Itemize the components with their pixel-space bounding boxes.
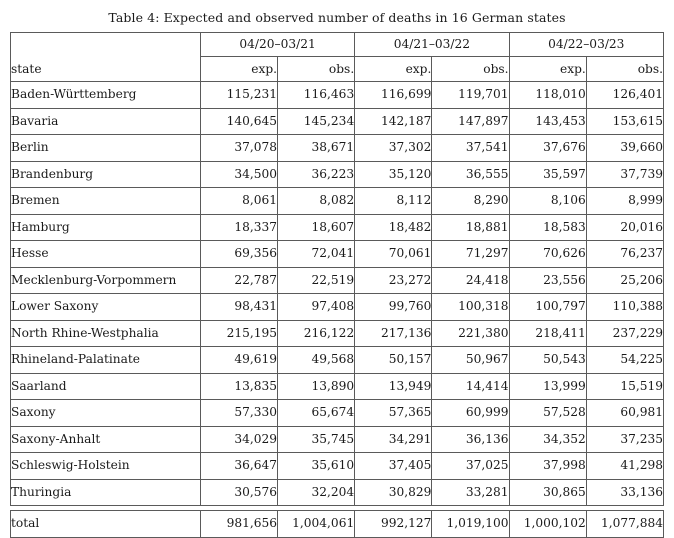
value-cell: 13,949 bbox=[355, 373, 432, 400]
value-cell: 34,029 bbox=[200, 426, 277, 453]
period-header-2: 04/21–03/22 bbox=[355, 33, 509, 57]
value-cell: 140,645 bbox=[200, 108, 277, 135]
value-cell: 37,302 bbox=[355, 135, 432, 162]
table-row bbox=[11, 82, 664, 109]
table-header-periods bbox=[11, 33, 664, 57]
state-name: Saarland bbox=[11, 373, 201, 400]
value-cell: 147,897 bbox=[432, 108, 509, 135]
state-name: Schleswig-Holstein bbox=[11, 453, 201, 480]
state-name: Lower Saxony bbox=[11, 294, 201, 321]
value-cell: 13,890 bbox=[278, 373, 355, 400]
value-cell: 215,195 bbox=[200, 320, 277, 347]
state-name: Mecklenburg-Vorpommern bbox=[11, 267, 201, 294]
value-cell: 37,541 bbox=[432, 135, 509, 162]
value-cell: 34,352 bbox=[509, 426, 586, 453]
value-cell: 8,082 bbox=[278, 188, 355, 215]
value-cell: 14,414 bbox=[432, 373, 509, 400]
table-header-columns bbox=[11, 57, 664, 82]
value-cell: 97,408 bbox=[278, 294, 355, 321]
column-header-obs-1: obs. bbox=[278, 57, 355, 82]
column-header-obs-3: obs. bbox=[586, 57, 663, 82]
column-header-state: state bbox=[11, 57, 201, 82]
value-cell: 35,610 bbox=[278, 453, 355, 480]
value-cell: 221,380 bbox=[432, 320, 509, 347]
value-cell: 143,453 bbox=[509, 108, 586, 135]
value-cell: 110,388 bbox=[586, 294, 663, 321]
corner-cell bbox=[11, 33, 201, 57]
value-cell: 41,298 bbox=[586, 453, 663, 480]
value-cell: 70,061 bbox=[355, 241, 432, 268]
value-cell: 100,318 bbox=[432, 294, 509, 321]
value-cell: 99,760 bbox=[355, 294, 432, 321]
state-name: Berlin bbox=[11, 135, 201, 162]
table-row bbox=[11, 214, 664, 241]
value-cell: 15,519 bbox=[586, 373, 663, 400]
value-cell: 23,556 bbox=[509, 267, 586, 294]
value-cell: 35,745 bbox=[278, 426, 355, 453]
value-cell: 57,330 bbox=[200, 400, 277, 427]
value-cell: 98,431 bbox=[200, 294, 277, 321]
value-cell: 126,401 bbox=[586, 82, 663, 109]
column-header-obs-2: obs. bbox=[432, 57, 509, 82]
state-name: Hesse bbox=[11, 241, 201, 268]
state-name: Saxony-Anhalt bbox=[11, 426, 201, 453]
value-cell: 13,999 bbox=[509, 373, 586, 400]
value-cell: 50,543 bbox=[509, 347, 586, 374]
value-cell: 18,881 bbox=[432, 214, 509, 241]
value-cell: 30,865 bbox=[509, 479, 586, 506]
state-name: Baden-Württemberg bbox=[11, 82, 201, 109]
value-cell: 8,112 bbox=[355, 188, 432, 215]
table-total-row bbox=[11, 511, 664, 538]
value-cell: 116,699 bbox=[355, 82, 432, 109]
value-cell: 100,797 bbox=[509, 294, 586, 321]
column-header-exp-1: exp. bbox=[200, 57, 277, 82]
value-cell: 70,626 bbox=[509, 241, 586, 268]
value-cell: 39,660 bbox=[586, 135, 663, 162]
value-cell: 23,272 bbox=[355, 267, 432, 294]
value-cell: 8,061 bbox=[200, 188, 277, 215]
value-cell: 65,674 bbox=[278, 400, 355, 427]
value-cell: 22,787 bbox=[200, 267, 277, 294]
value-cell: 71,297 bbox=[432, 241, 509, 268]
value-cell: 37,998 bbox=[509, 453, 586, 480]
value-cell: 37,739 bbox=[586, 161, 663, 188]
value-cell: 38,671 bbox=[278, 135, 355, 162]
value-cell: 37,235 bbox=[586, 426, 663, 453]
state-name: Saxony bbox=[11, 400, 201, 427]
state-name: Rhineland-Palatinate bbox=[11, 347, 201, 374]
state-name: Bremen bbox=[11, 188, 201, 215]
value-cell: 72,041 bbox=[278, 241, 355, 268]
deaths-table bbox=[10, 32, 664, 538]
value-cell: 24,418 bbox=[432, 267, 509, 294]
value-cell: 36,223 bbox=[278, 161, 355, 188]
total-value-cell: 981,656 bbox=[200, 511, 277, 538]
value-cell: 34,500 bbox=[200, 161, 277, 188]
state-name: North Rhine-Westphalia bbox=[11, 320, 201, 347]
value-cell: 50,157 bbox=[355, 347, 432, 374]
value-cell: 35,120 bbox=[355, 161, 432, 188]
table-row bbox=[11, 108, 664, 135]
table-row bbox=[11, 135, 664, 162]
state-name: Hamburg bbox=[11, 214, 201, 241]
value-cell: 37,405 bbox=[355, 453, 432, 480]
table-row bbox=[11, 400, 664, 427]
value-cell: 8,290 bbox=[432, 188, 509, 215]
value-cell: 57,528 bbox=[509, 400, 586, 427]
value-cell: 142,187 bbox=[355, 108, 432, 135]
period-header-3: 04/22–03/23 bbox=[509, 33, 663, 57]
value-cell: 50,967 bbox=[432, 347, 509, 374]
column-header-exp-3: exp. bbox=[509, 57, 586, 82]
value-cell: 115,231 bbox=[200, 82, 277, 109]
value-cell: 33,281 bbox=[432, 479, 509, 506]
value-cell: 8,106 bbox=[509, 188, 586, 215]
value-cell: 13,835 bbox=[200, 373, 277, 400]
state-name: Bavaria bbox=[11, 108, 201, 135]
value-cell: 118,010 bbox=[509, 82, 586, 109]
total-value-cell: 1,019,100 bbox=[432, 511, 509, 538]
value-cell: 32,204 bbox=[278, 479, 355, 506]
value-cell: 60,981 bbox=[586, 400, 663, 427]
table-row bbox=[11, 347, 664, 374]
value-cell: 18,607 bbox=[278, 214, 355, 241]
value-cell: 35,597 bbox=[509, 161, 586, 188]
value-cell: 54,225 bbox=[586, 347, 663, 374]
table-row bbox=[11, 241, 664, 268]
value-cell: 37,676 bbox=[509, 135, 586, 162]
table-row bbox=[11, 453, 664, 480]
table-row bbox=[11, 188, 664, 215]
value-cell: 237,229 bbox=[586, 320, 663, 347]
value-cell: 57,365 bbox=[355, 400, 432, 427]
value-cell: 49,619 bbox=[200, 347, 277, 374]
state-name: Thuringia bbox=[11, 479, 201, 506]
period-header-1: 04/20–03/21 bbox=[200, 33, 354, 57]
total-value-cell: 992,127 bbox=[355, 511, 432, 538]
value-cell: 25,206 bbox=[586, 267, 663, 294]
value-cell: 8,999 bbox=[586, 188, 663, 215]
value-cell: 36,136 bbox=[432, 426, 509, 453]
value-cell: 37,078 bbox=[200, 135, 277, 162]
value-cell: 30,576 bbox=[200, 479, 277, 506]
value-cell: 36,647 bbox=[200, 453, 277, 480]
value-cell: 153,615 bbox=[586, 108, 663, 135]
value-cell: 116,463 bbox=[278, 82, 355, 109]
value-cell: 18,583 bbox=[509, 214, 586, 241]
total-value-cell: 1,004,061 bbox=[278, 511, 355, 538]
value-cell: 119,701 bbox=[432, 82, 509, 109]
table-row bbox=[11, 426, 664, 453]
value-cell: 217,136 bbox=[355, 320, 432, 347]
table-row bbox=[11, 294, 664, 321]
table-caption: Table 4: Expected and observed number of deaths in 16 German states bbox=[108, 10, 566, 25]
value-cell: 34,291 bbox=[355, 426, 432, 453]
value-cell: 30,829 bbox=[355, 479, 432, 506]
value-cell: 18,482 bbox=[355, 214, 432, 241]
value-cell: 218,411 bbox=[509, 320, 586, 347]
value-cell: 60,999 bbox=[432, 400, 509, 427]
table-row bbox=[11, 267, 664, 294]
value-cell: 216,122 bbox=[278, 320, 355, 347]
value-cell: 69,356 bbox=[200, 241, 277, 268]
value-cell: 18,337 bbox=[200, 214, 277, 241]
total-label: total bbox=[11, 511, 201, 538]
table-row bbox=[11, 320, 664, 347]
column-header-exp-2: exp. bbox=[355, 57, 432, 82]
value-cell: 36,555 bbox=[432, 161, 509, 188]
state-name: Brandenburg bbox=[11, 161, 201, 188]
value-cell: 145,234 bbox=[278, 108, 355, 135]
total-value-cell: 1,077,884 bbox=[586, 511, 663, 538]
value-cell: 37,025 bbox=[432, 453, 509, 480]
total-value-cell: 1,000,102 bbox=[509, 511, 586, 538]
table-row bbox=[11, 161, 664, 188]
value-cell: 20,016 bbox=[586, 214, 663, 241]
value-cell: 33,136 bbox=[586, 479, 663, 506]
value-cell: 22,519 bbox=[278, 267, 355, 294]
table-row bbox=[11, 373, 664, 400]
table-row bbox=[11, 479, 664, 506]
value-cell: 76,237 bbox=[586, 241, 663, 268]
value-cell: 49,568 bbox=[278, 347, 355, 374]
